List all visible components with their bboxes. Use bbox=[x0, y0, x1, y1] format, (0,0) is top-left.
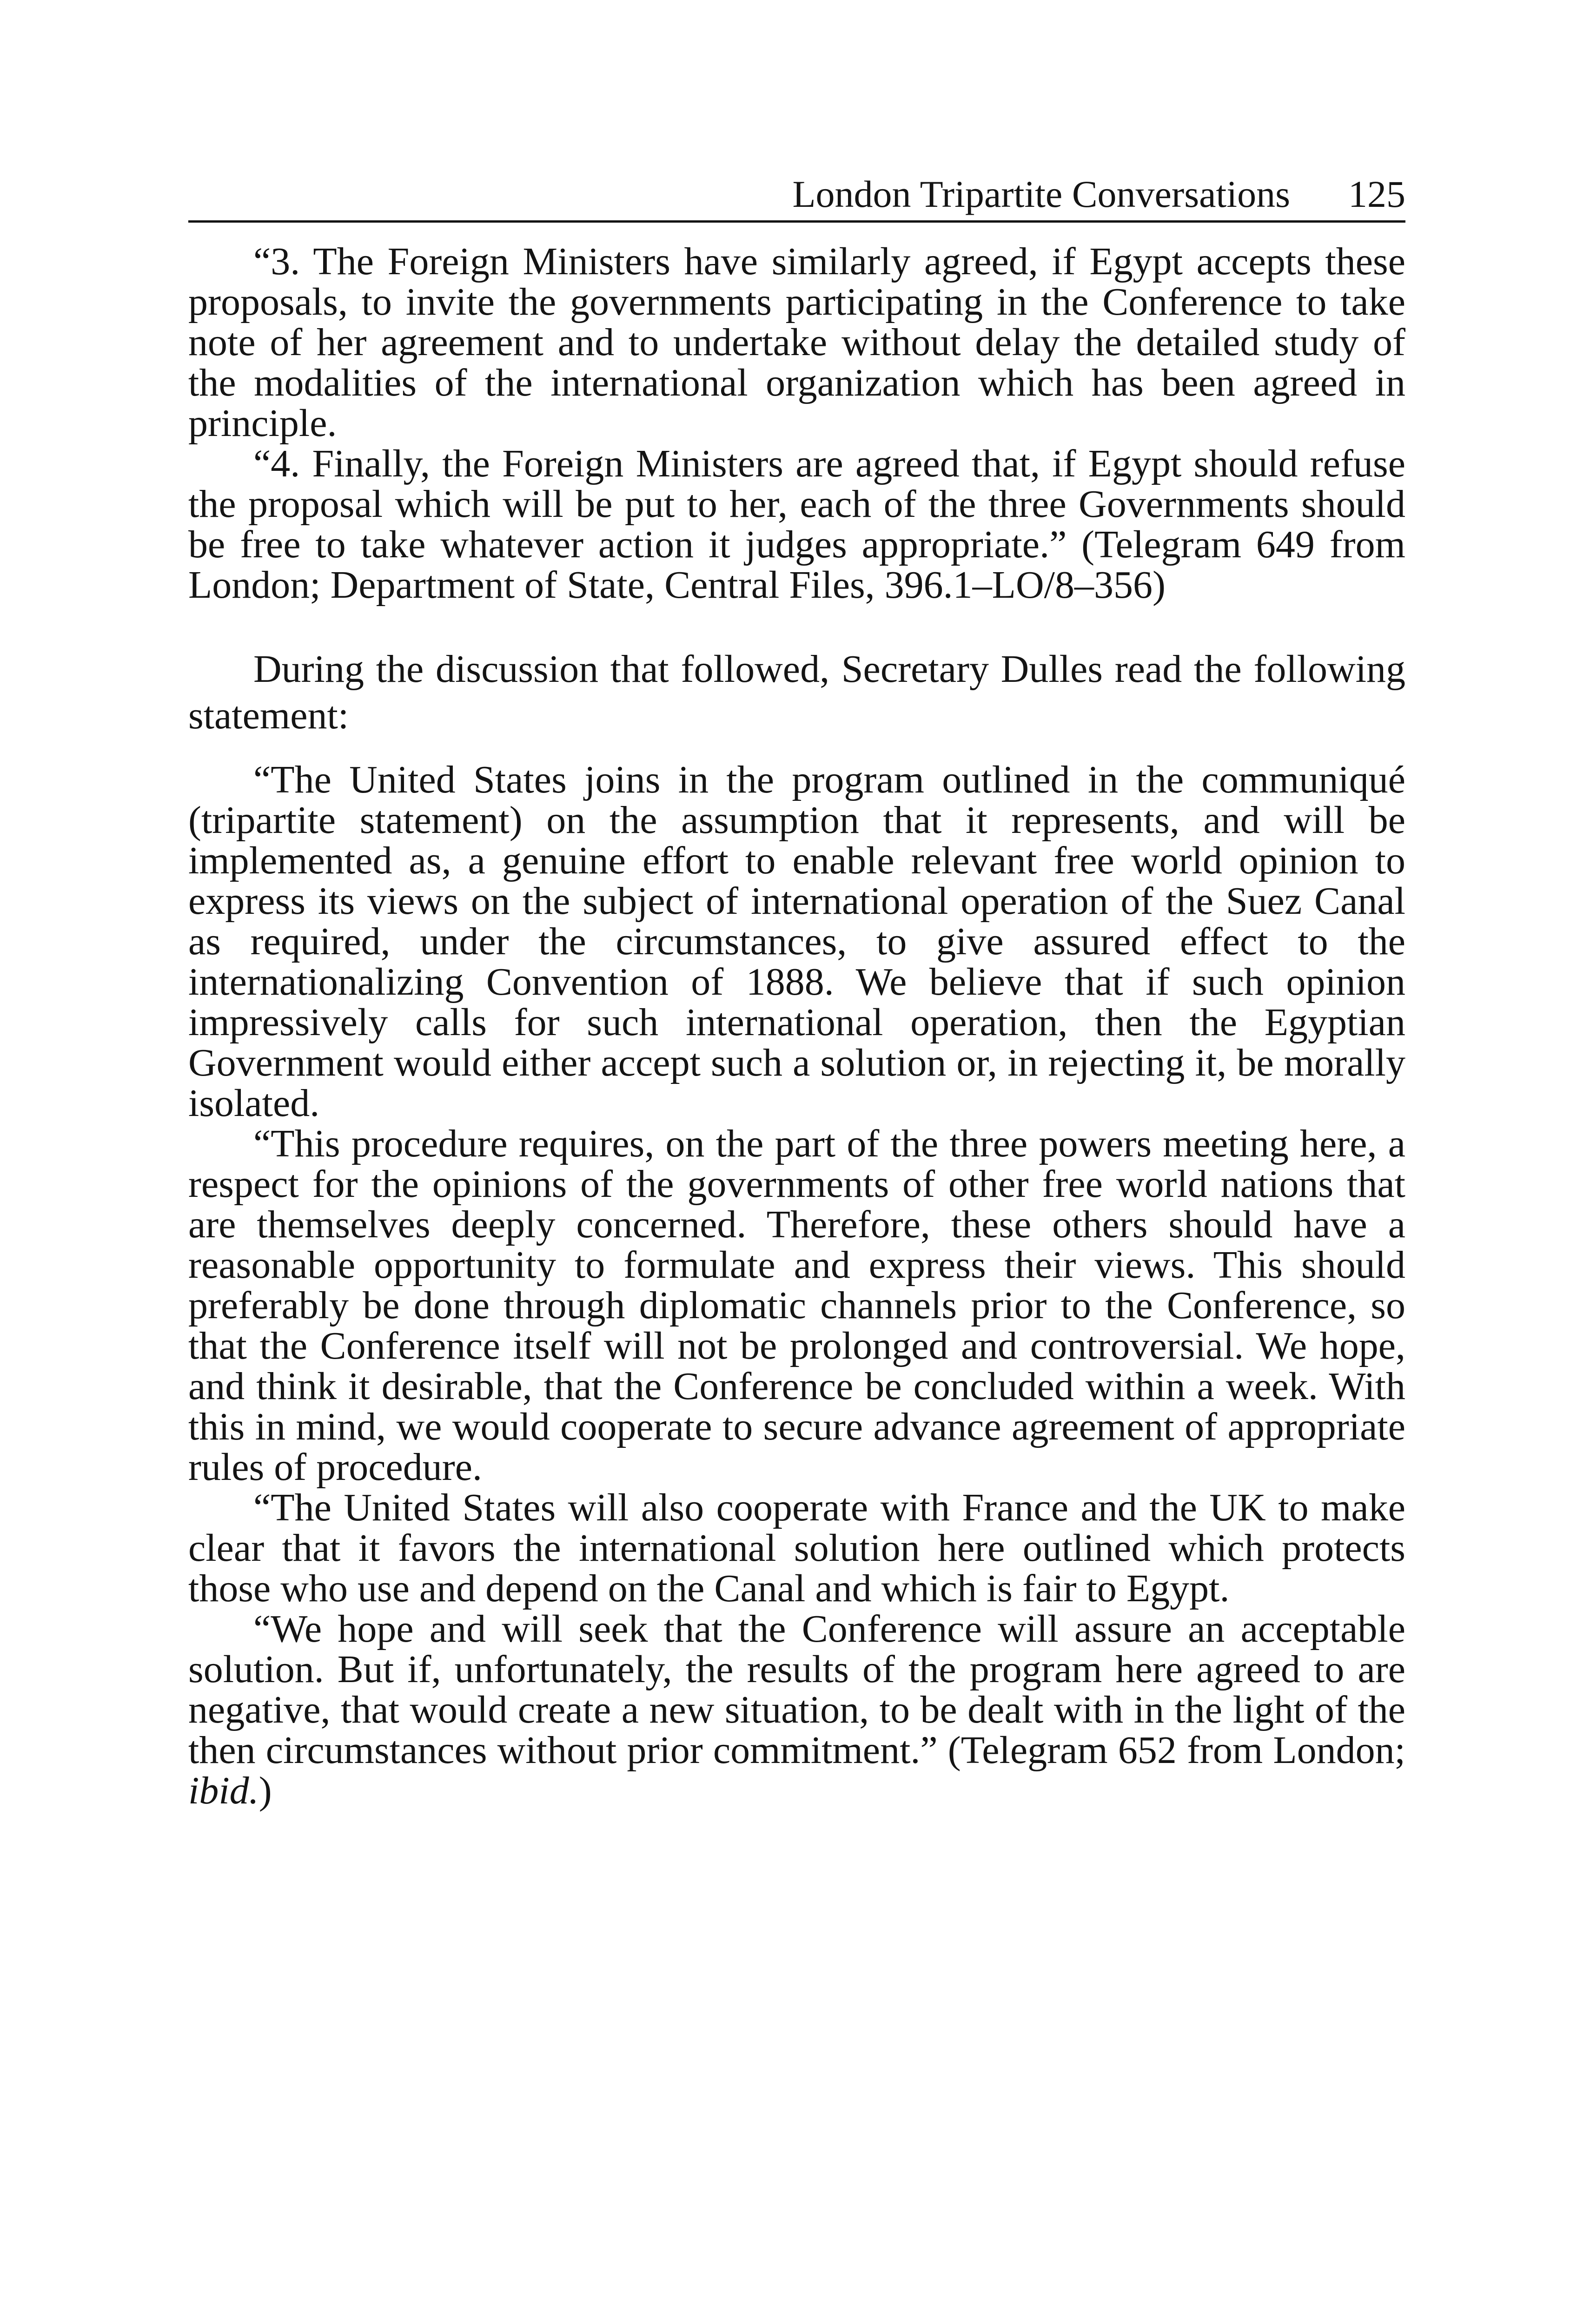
page-body bbox=[188, 168, 1405, 1811]
statement-4-text: “We hope and will seek that the Conference will assure an acceptable solution. But if, unfortunately, the results of the program here agreed to are negative, that would create a new situation, to be dealt with in the light of the then circumstances without prior commitment.” (Telegram 652 from London; bbox=[188, 1607, 1405, 1772]
paragraph-point-3: “3. The Foreign Ministers have similarly agreed, if Egypt accepts these proposals, to invite the governments participating in the Conference to take note of her agreement and to undertake without delay the detailed study of the modalities of the international organization which has been agreed in principle. bbox=[188, 240, 1405, 445]
paragraph-statement-3: “The United States will also cooperate with France and the UK to make clear that it favors the international solution here outlined which protects those who use and depend on the Canal and which is fair to Egypt. bbox=[188, 1486, 1405, 1610]
paragraph-statement-4 bbox=[188, 1609, 1405, 1811]
statement-4-close: ) bbox=[258, 1769, 272, 1812]
running-head bbox=[188, 168, 1405, 220]
paragraph-discussion-intro: During the discussion that followed, Secretary Dulles read the following statement: bbox=[188, 647, 1405, 737]
citation-ibid: ibid. bbox=[188, 1769, 259, 1812]
paragraph-point-4: “4. Finally, the Foreign Ministers are agreed that, if Egypt should refuse the proposal which will be put to her, each of the three Governments should be free to take whatever action it judges appropriate.” (Telegram 649 from London; Department of State, Central Files, 396.1–LO/8–356) bbox=[188, 442, 1405, 607]
paragraph-statement-1: “The United States joins in the program outlined in the communiqué (tripartite statement) on the assumption that it represents, and will be implemented as, a genuine effort to enable relevant free world opinion to express its views on the subject of international operation of the Suez Canal as required, under the circumstances, to give assured effect to the internationalizing Convention of 1888. We believe that if such opinion impressively calls for such international operation, then the Egyptian Government would either accept such a solution or, in rejecting it, be morally isolated. bbox=[188, 758, 1405, 1125]
running-head-title: London Tripartite Conversations bbox=[792, 173, 1290, 215]
page-number: 125 bbox=[1348, 173, 1405, 215]
paragraph-statement-2: “This procedure requires, on the part of the three powers meeting here, a respect for the opinions of the governments of other free world nations that are themselves deeply concerned. Therefore, these others should have a reasonable opportunity to formulate and express their views. This should preferably be done through diplomatic channels prior to the Conference, so that the Conference itself will not be prolonged and controversial. We hope, and think it desirable, that the Conference be concluded within a week. With this in mind, we would cooperate to secure advance agreement of appropriate rules of procedure. bbox=[188, 1122, 1405, 1489]
header-rule bbox=[188, 220, 1405, 223]
